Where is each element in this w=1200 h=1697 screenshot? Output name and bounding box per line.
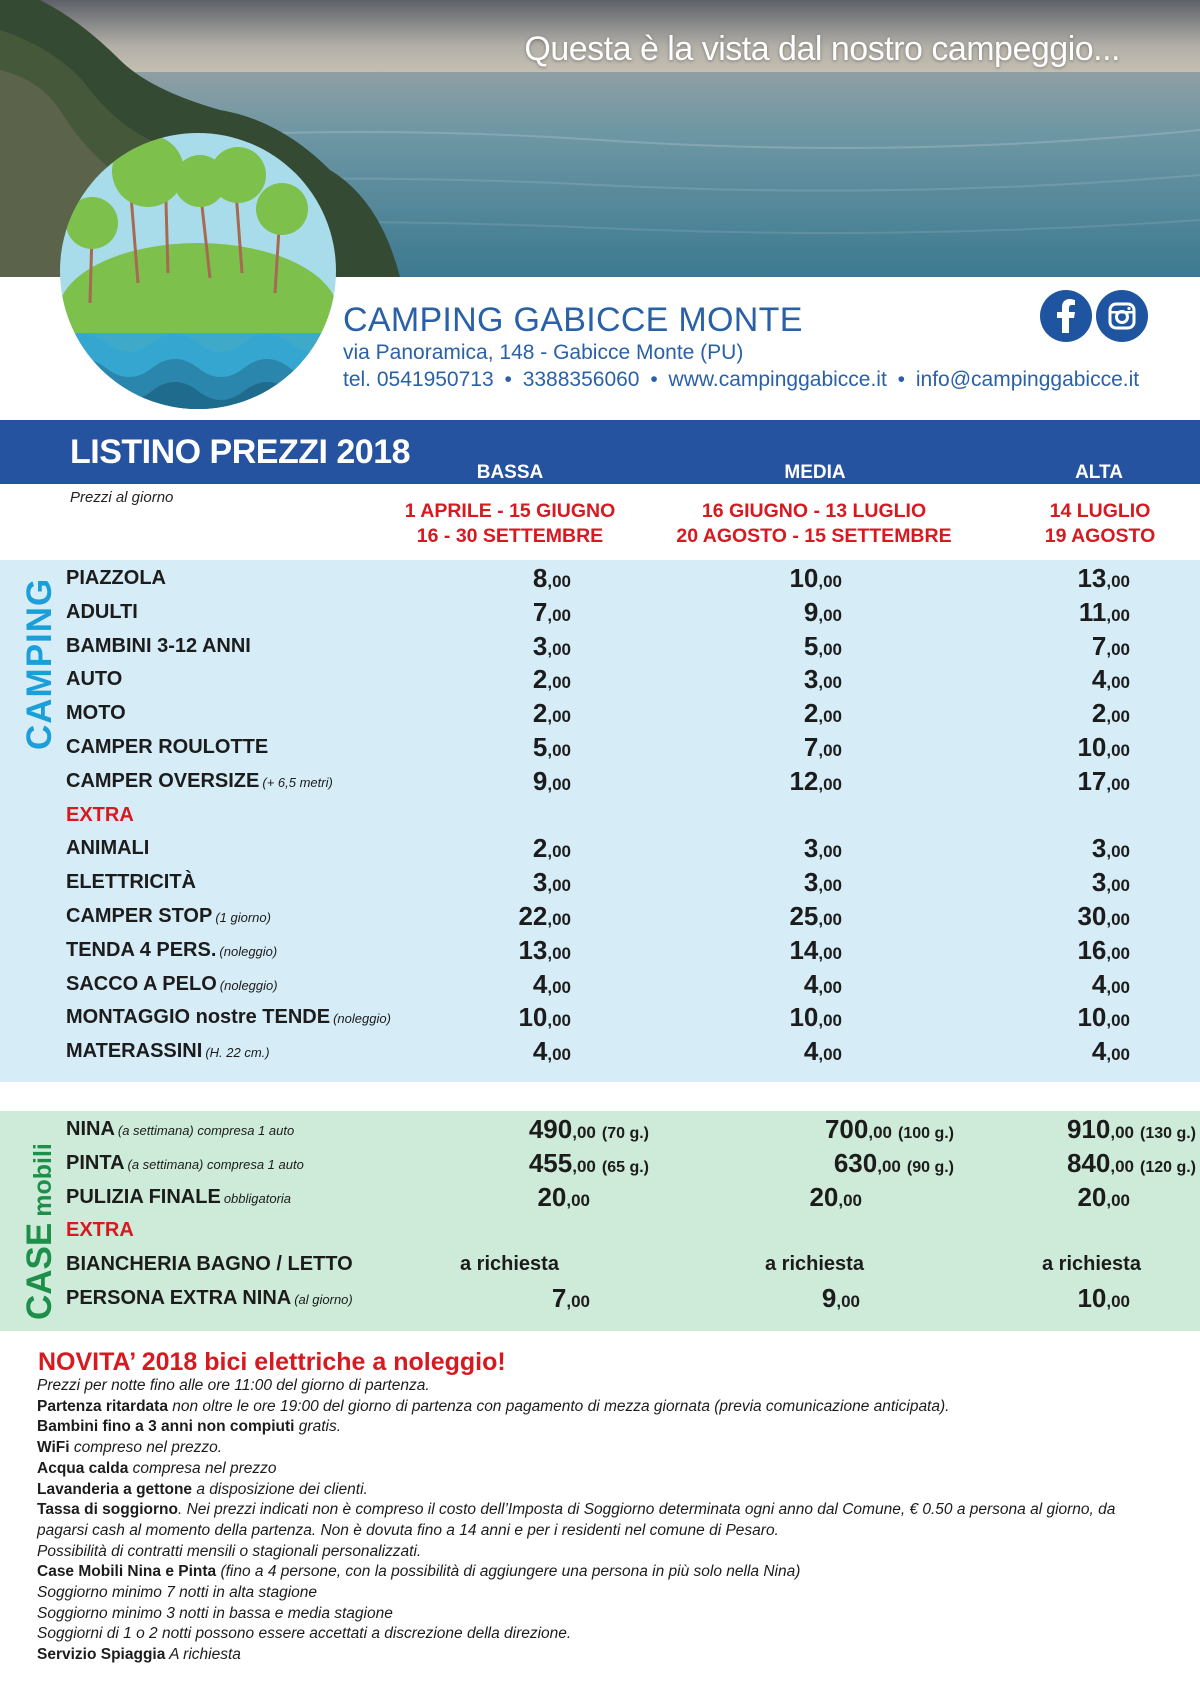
price-media: 2,00 xyxy=(803,698,842,729)
price-row xyxy=(66,1283,1196,1317)
note-line: Prezzi per notte fino alle ore 11:00 del giorno di partenza. xyxy=(37,1377,430,1394)
hero-caption: Questa è la vista dal nostro campeggio... xyxy=(524,30,1120,68)
price-row xyxy=(66,1114,1196,1148)
price-bassa: 13,00 xyxy=(518,934,571,965)
price-row xyxy=(66,934,1196,969)
price-media: 5,00 xyxy=(803,630,842,661)
brand-address: via Panoramica, 148 - Gabicce Monte (PU) xyxy=(343,341,744,364)
period-media: 16 GIUGNO - 13 LUGLIO 20 AGOSTO - 15 SETTEMBRE xyxy=(676,500,952,547)
case-mobili-label: CASEmobili xyxy=(20,1143,59,1320)
price-alta: 4,00 xyxy=(1091,968,1130,999)
price-row xyxy=(66,664,1196,698)
price-alta: 20,00 xyxy=(1077,1181,1130,1212)
brand-contacts xyxy=(343,368,1139,392)
price-media: 700,00 (100 g.) xyxy=(824,1114,954,1144)
price-row xyxy=(66,1181,1196,1216)
note-line: Case Mobili Nina e Pinta (fino a 4 persone, con la possibilità di aggiungere una persona in più solo nella Nina) xyxy=(37,1563,801,1581)
price-alta: 840,00 (120 g.) xyxy=(1066,1147,1196,1178)
brand-name: CAMPING GABICCE MONTE xyxy=(343,301,803,339)
news-headline: NOVITA’ 2018 bici elettriche a noleggio! xyxy=(38,1348,506,1376)
price-row xyxy=(66,596,1196,631)
per-day-note: Prezzi al giorno xyxy=(70,489,174,506)
price-bassa: 2,00 xyxy=(532,664,571,695)
separator: • xyxy=(504,368,512,391)
price-bassa: 4,00 xyxy=(532,968,571,999)
row-label: PINTA (a settimana) compresa 1 auto xyxy=(66,1151,304,1174)
price-row xyxy=(66,563,1196,597)
price-alta: 4,00 xyxy=(1091,1036,1130,1067)
price-bassa: 4,00 xyxy=(532,1036,571,1067)
price-alta: 11,00 xyxy=(1078,596,1130,627)
price-bassa: 3,00 xyxy=(532,867,571,898)
note-line: Lavanderia a gettone a disposizione dei clienti. xyxy=(37,1480,368,1498)
price-media: 9,00 xyxy=(803,596,842,627)
price-bassa: 2,00 xyxy=(532,833,571,864)
price-row xyxy=(66,833,1196,867)
row-label: MONTAGGIO nostre TENDE (noleggio) xyxy=(66,1006,391,1029)
period-bassa: 1 APRILE - 15 GIUGNO 16 - 30 SETTEMBRE xyxy=(404,500,616,547)
note-line: Possibilità di contratti mensili o stagionali personalizzati. xyxy=(37,1542,422,1560)
row-label: NINA (a settimana) compresa 1 auto xyxy=(66,1118,295,1140)
row-label: TENDA 4 PERS. (noleggio) xyxy=(66,938,278,961)
price-media: 25,00 xyxy=(789,901,842,931)
camping-label: CAMPING xyxy=(20,577,59,750)
row-label: EXTRA xyxy=(66,1219,134,1242)
price-alta: 30,00 xyxy=(1077,901,1130,931)
note-line: Soggiorni di 1 o 2 notti possono essere accettati a discrezione della direzione. xyxy=(37,1625,572,1643)
row-label: PIAZZOLA xyxy=(66,567,166,589)
price-bassa: 8,00 xyxy=(532,563,571,593)
price-bassa: 5,00 xyxy=(532,732,571,762)
row-label: ELETTRICITÀ xyxy=(66,871,196,894)
separator: • xyxy=(650,368,658,391)
note-line: WiFi compreso nel prezzo. xyxy=(37,1439,223,1457)
note-line: Soggiorno minimo 7 notti in alta stagione xyxy=(37,1584,318,1602)
value-bassa: a richiesta xyxy=(460,1253,559,1276)
note-line: Bambini fino a 3 anni non compiuti gratis. xyxy=(37,1418,341,1436)
column-bassa: BASSA xyxy=(476,462,544,483)
price-media: 10,00 xyxy=(789,1002,842,1033)
price-media: 10,00 xyxy=(789,563,842,593)
row-label: ADULTI xyxy=(66,600,138,623)
row-label: CAMPER STOP (1 giorno) xyxy=(66,905,271,927)
instagram-icon[interactable] xyxy=(1096,290,1148,342)
period-alta: 14 LUGLIO 19 AGOSTO xyxy=(1044,500,1156,547)
price-alta: 4,00 xyxy=(1091,664,1130,695)
row-label: SACCO A PELO (noleggio) xyxy=(66,972,278,995)
price-row xyxy=(66,901,1196,935)
email-link[interactable]: info@campinggabicce.it xyxy=(915,368,1140,391)
row-label: MOTO xyxy=(66,702,126,725)
notes-list xyxy=(37,1376,1167,1666)
value-alta: a richiesta xyxy=(1042,1253,1141,1276)
price-alta: 7,00 xyxy=(1091,630,1130,661)
price-alta: 17,00 xyxy=(1077,765,1130,796)
extra-heading xyxy=(66,1219,1196,1249)
price-bassa: 3,00 xyxy=(532,630,571,661)
price-alta: 2,00 xyxy=(1091,698,1130,729)
website-link[interactable]: www.campinggabicce.it xyxy=(668,368,887,391)
price-row xyxy=(66,630,1196,665)
price-alta: 13,00 xyxy=(1077,563,1130,593)
row-label: EXTRA xyxy=(66,803,134,826)
extra-heading xyxy=(66,804,1196,834)
price-bassa: 7,00 xyxy=(551,1283,590,1313)
price-bassa: 22,00 xyxy=(518,901,571,931)
price-row xyxy=(66,698,1196,732)
price-alta: 10,00 xyxy=(1077,1283,1130,1313)
price-media: 7,00 xyxy=(803,732,842,762)
price-row xyxy=(66,968,1196,1003)
price-bassa: 2,00 xyxy=(532,698,571,729)
column-alta: ALTA xyxy=(1075,462,1123,483)
price-row xyxy=(66,1002,1196,1036)
row-label: ANIMALI xyxy=(66,837,150,860)
mobile-phone[interactable]: 3388356060 xyxy=(522,368,640,391)
column-media: MEDIA xyxy=(784,462,846,483)
price-alta: 910,00 (130 g.) xyxy=(1066,1114,1196,1144)
price-media: 630,00 (90 g.) xyxy=(833,1147,954,1178)
row-label: BIANCHERIA BAGNO / LETTO xyxy=(66,1253,353,1276)
price-row xyxy=(66,1253,1196,1283)
price-row xyxy=(66,765,1196,800)
row-label: PERSONA EXTRA NINA (al giorno) xyxy=(66,1287,353,1309)
note-line: Servizio Spiaggia A richiesta xyxy=(37,1646,241,1664)
price-media: 3,00 xyxy=(803,664,842,695)
row-label: BAMBINI 3-12 ANNI xyxy=(66,634,251,657)
price-media: 3,00 xyxy=(803,833,842,864)
note-line: Acqua calda compresa nel prezzo xyxy=(37,1459,277,1477)
price-bassa: 455,00 (65 g.) xyxy=(528,1147,649,1178)
row-label: MATERASSINI (H. 22 cm.) xyxy=(66,1040,270,1063)
price-media: 4,00 xyxy=(803,1036,842,1067)
price-row xyxy=(66,732,1196,766)
price-bassa: 7,00 xyxy=(532,596,571,627)
price-alta: 3,00 xyxy=(1091,833,1130,864)
price-media: 12,00 xyxy=(789,765,842,796)
price-bassa: 9,00 xyxy=(532,765,571,796)
note-line: Soggiorno minimo 3 notti in bassa e media stagione xyxy=(37,1604,393,1622)
note-line: Tassa di soggiorno. Nei prezzi indicati non è compreso il costo dell’Imposta di Soggiorno determinata ogni anno dal Comune, € 0.50 a persona al giorno, da pagarsi cash al momento della partenza. Non è dovuta fino a 14 anni e per i residenti nel comune di Pesaro. xyxy=(37,1501,1116,1539)
row-label: PULIZIA FINALE obbligatoria xyxy=(66,1185,292,1208)
price-row xyxy=(66,1147,1196,1182)
row-label: AUTO xyxy=(66,668,123,691)
value-media: a richiesta xyxy=(765,1253,864,1276)
price-alta: 3,00 xyxy=(1091,867,1130,898)
price-media: 9,00 xyxy=(821,1283,860,1313)
price-media: 14,00 xyxy=(789,934,842,965)
note-line: Partenza ritardata non oltre le ore 19:00 del giorno di partenza con pagamento di mezza giornata (previa comunicazione anticipata). xyxy=(37,1397,950,1415)
price-alta: 10,00 xyxy=(1077,1002,1130,1033)
price-media: 3,00 xyxy=(803,867,842,898)
price-alta: 10,00 xyxy=(1077,732,1130,762)
price-row xyxy=(66,1036,1196,1070)
separator: • xyxy=(897,368,905,391)
price-bassa: 10,00 xyxy=(518,1002,571,1033)
price-alta: 16,00 xyxy=(1077,934,1130,965)
price-media: 20,00 xyxy=(809,1181,862,1212)
price-bassa: 20,00 xyxy=(537,1181,590,1212)
price-row xyxy=(66,867,1196,901)
price-list-title: LISTINO PREZZI 2018 xyxy=(70,433,411,471)
price-bassa: 490,00 (70 g.) xyxy=(528,1114,649,1144)
price-media: 4,00 xyxy=(803,968,842,999)
camping-logo xyxy=(60,133,336,409)
phone[interactable]: tel. 0541950713 xyxy=(343,368,494,391)
row-label: CAMPER ROULOTTE xyxy=(66,736,269,758)
row-label: CAMPER OVERSIZE (+ 6,5 metri) xyxy=(66,769,333,792)
facebook-icon[interactable] xyxy=(1040,290,1092,342)
